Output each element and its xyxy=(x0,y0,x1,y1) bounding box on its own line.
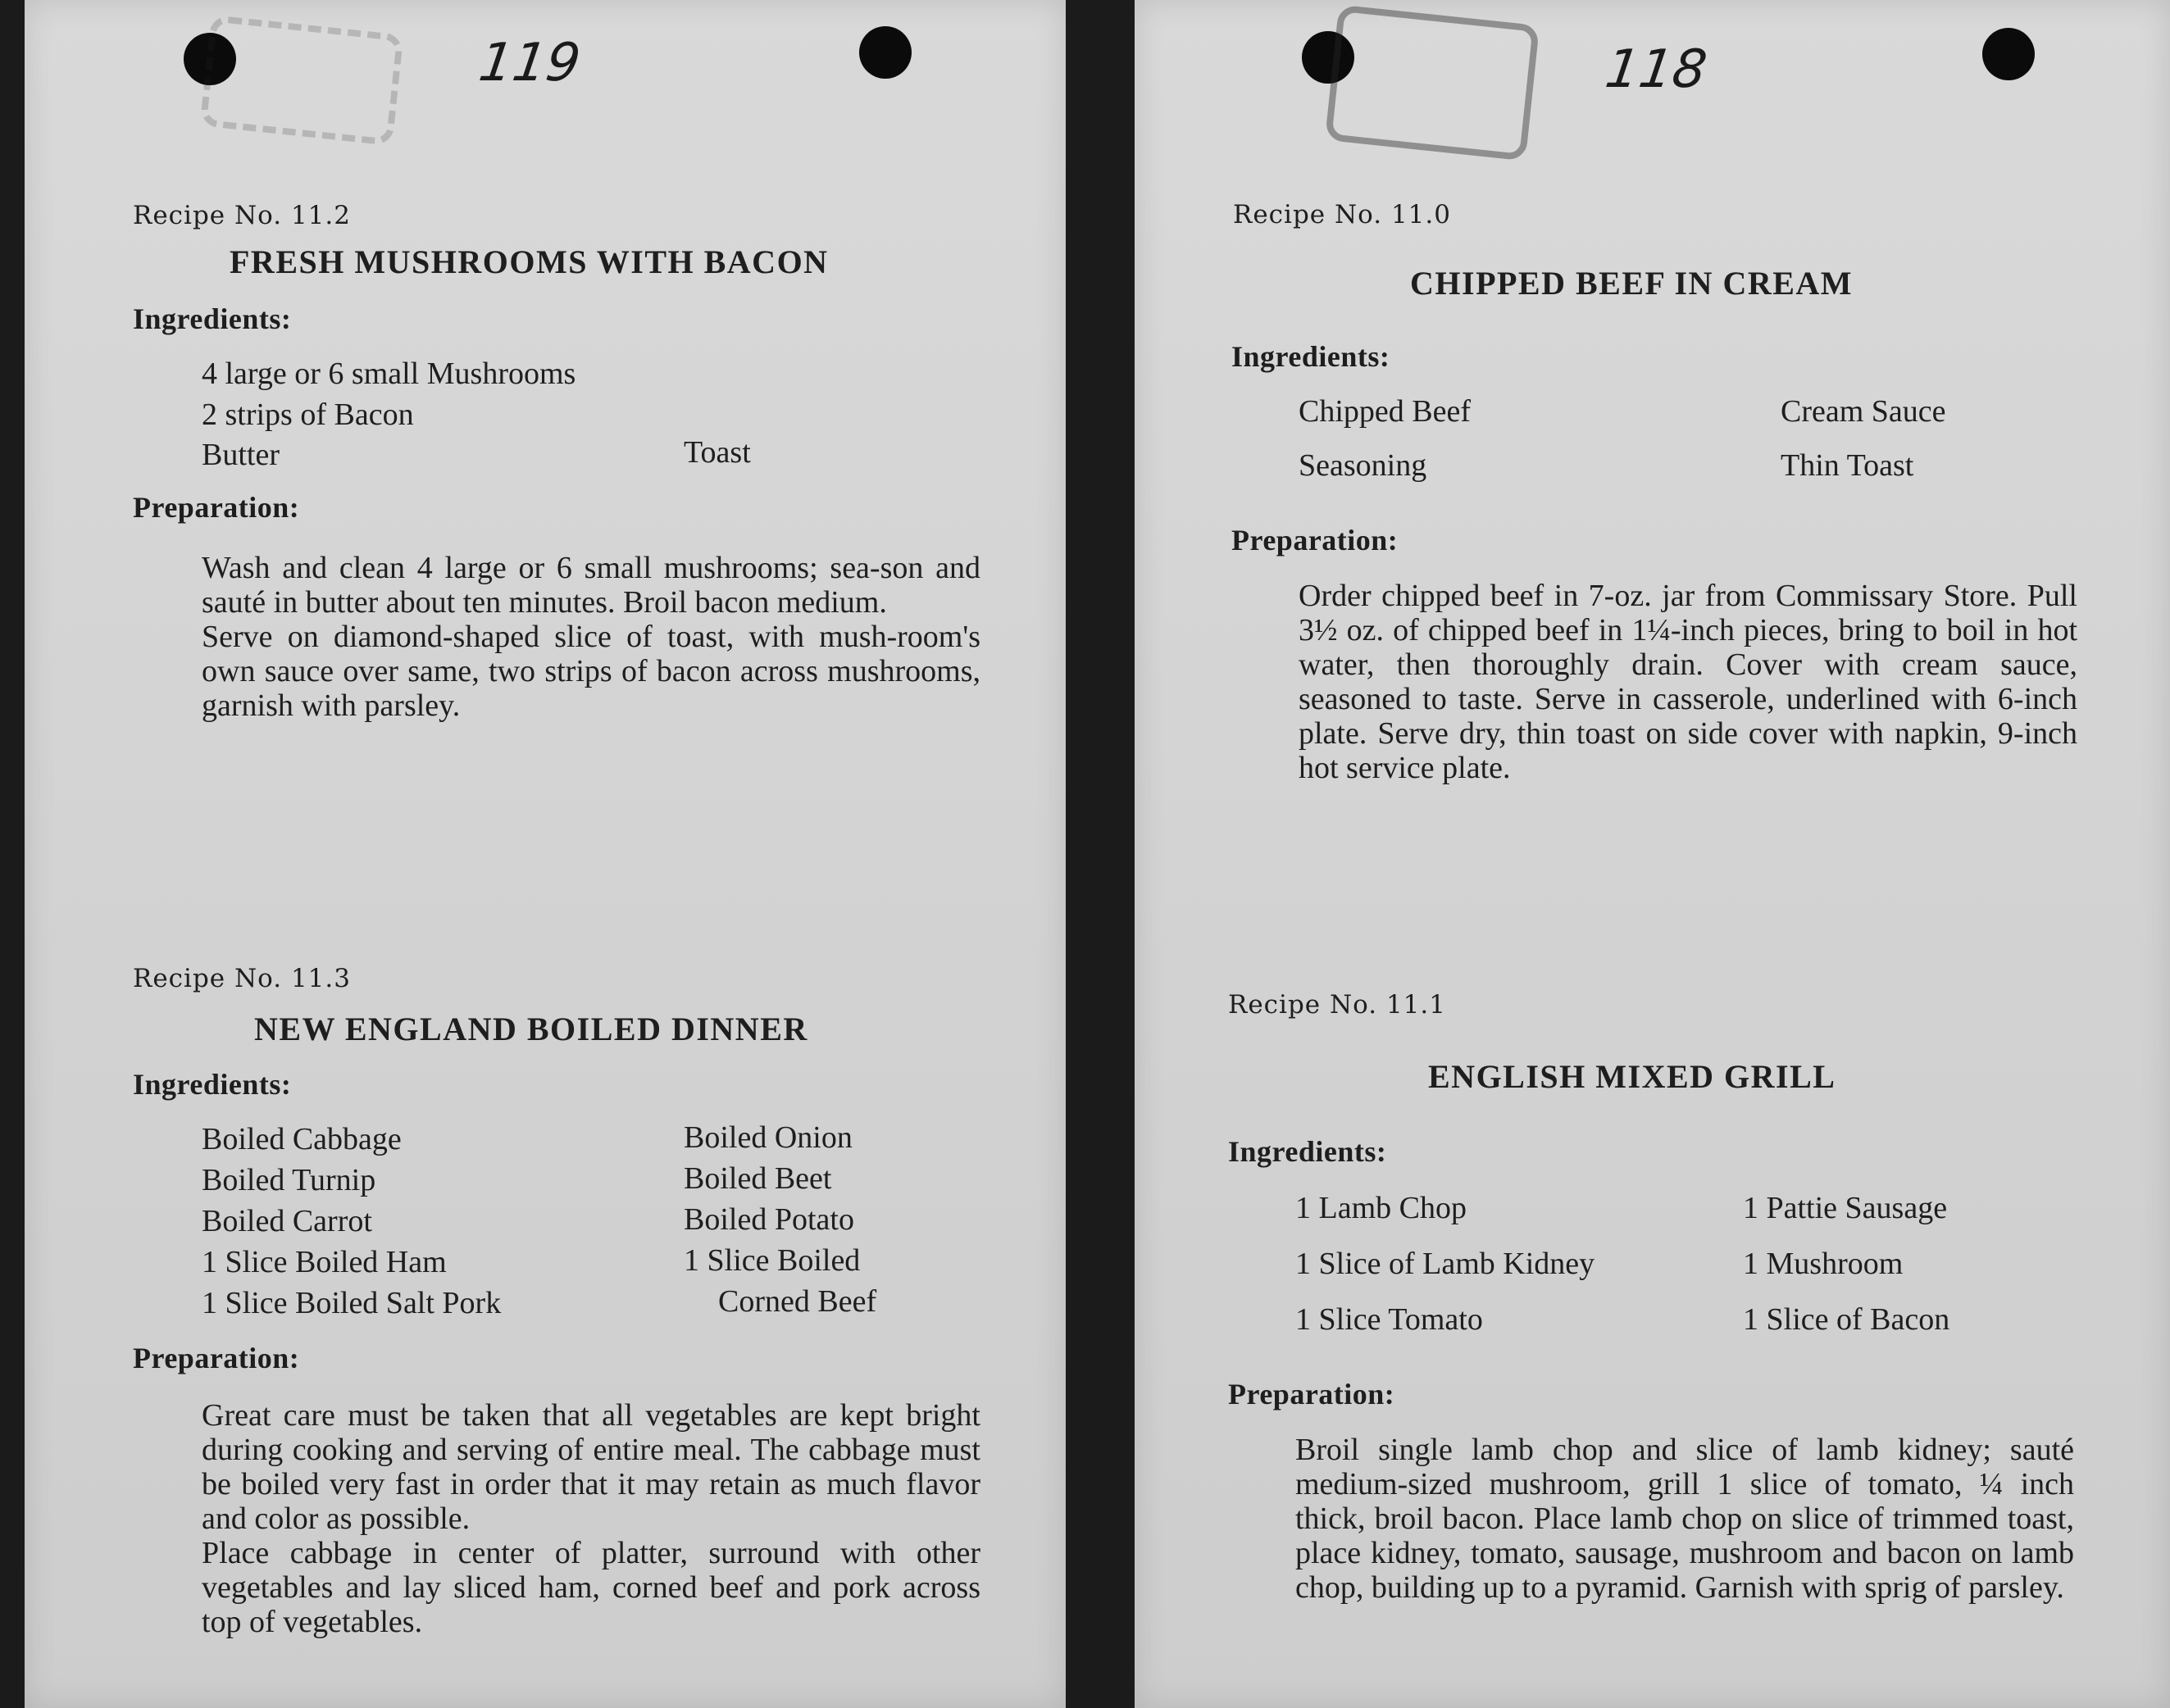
ingredient-item: Boiled Potato xyxy=(684,1202,854,1237)
preparation-heading: Preparation: xyxy=(1231,524,1399,556)
recipe-title: FRESH MUSHROOMS WITH BACON xyxy=(230,243,829,280)
ingredient-item: 2 strips of Bacon xyxy=(202,397,414,432)
recipe-number: Recipe No. 11.1 xyxy=(1228,990,1446,1020)
ingredient-item: 1 Mushroom xyxy=(1743,1247,1904,1281)
recipe-card-right xyxy=(1135,0,2170,1708)
ingredient-item: 1 Slice of Lamb Kidney xyxy=(1295,1247,1595,1281)
ingredient-item: Boiled Carrot xyxy=(202,1204,372,1238)
ingredient-item: 1 Slice Tomato xyxy=(1295,1302,1483,1337)
ingredient-item: Cream Sauce xyxy=(1781,394,1946,429)
recipe-title: NEW ENGLAND BOILED DINNER xyxy=(254,1011,808,1047)
ingredient-item: Butter xyxy=(202,438,280,472)
preparation-heading: Preparation: xyxy=(133,491,300,524)
ingredient-item: Boiled Beet xyxy=(684,1161,832,1196)
preparation-heading: Preparation: xyxy=(133,1342,300,1374)
recipe-number: Recipe No. 11.3 xyxy=(133,964,351,993)
ingredient-item: Corned Beef xyxy=(718,1284,877,1319)
ingredient-item: Chipped Beef xyxy=(1299,394,1472,429)
punch-hole xyxy=(859,26,912,79)
ingredient-item: Seasoning xyxy=(1299,448,1427,483)
ingredient-item: 4 large or 6 small Mushrooms xyxy=(202,357,576,391)
preparation-text xyxy=(1295,1433,2074,1605)
recipe-number: Recipe No. 11.0 xyxy=(1233,200,1451,229)
preparation-text xyxy=(1299,579,2077,785)
preparation-paragraph: Place cabbage in center of platter, surround with other vegetables and lay sliced ham, corned beef and pork across top of vegetables. xyxy=(202,1536,980,1639)
rubber-stamp xyxy=(1325,5,1540,161)
preparation-paragraph: Great care must be taken that all vegetables are kept bright during cooking and serving of entire meal. The cabbage must be boiled very fast in order that it may retain as much flavor and color as possible. xyxy=(202,1398,980,1536)
preparation-paragraph: Wash and clean 4 large or 6 small mushrooms; sea-son and sauté in butter about ten minutes. Broil bacon medium. xyxy=(202,551,980,620)
ingredients-heading: Ingredients: xyxy=(1228,1135,1387,1168)
page-number: 119 xyxy=(475,33,585,93)
ingredient-item: Boiled Turnip xyxy=(202,1163,376,1197)
recipe-card-left xyxy=(25,0,1066,1708)
ingredient-item: 1 Pattie Sausage xyxy=(1743,1191,1948,1225)
ingredients-heading: Ingredients: xyxy=(133,302,292,335)
preparation-paragraph: Serve on diamond-shaped slice of toast, with mush-room's own sauce over same, two strips of bacon across mushrooms, garnish with parsley. xyxy=(202,620,980,723)
ingredient-item: 1 Slice Boiled xyxy=(684,1243,861,1278)
ingredient-item: Toast xyxy=(684,435,751,470)
ingredient-item: Thin Toast xyxy=(1781,448,1914,483)
recipe-title: CHIPPED BEEF IN CREAM xyxy=(1410,265,1854,302)
preparation-heading: Preparation: xyxy=(1228,1378,1395,1410)
punch-hole xyxy=(1982,28,2035,80)
rubber-stamp xyxy=(200,15,404,146)
ingredients-heading: Ingredients: xyxy=(1231,340,1390,373)
ingredients-heading: Ingredients: xyxy=(133,1068,292,1101)
recipe-number: Recipe No. 11.2 xyxy=(133,201,351,230)
page-number: 118 xyxy=(1601,39,1711,100)
ingredient-item: Boiled Cabbage xyxy=(202,1122,402,1156)
ingredient-item: 1 Lamb Chop xyxy=(1295,1191,1467,1225)
ingredient-item: 1 Slice Boiled Ham xyxy=(202,1245,447,1279)
ingredient-item: Boiled Onion xyxy=(684,1120,853,1155)
preparation-text xyxy=(202,551,980,723)
preparation-text xyxy=(202,1398,980,1639)
preparation-paragraph: Order chipped beef in 7-oz. jar from Commissary Store. Pull 3½ oz. of chipped beef in 1¼-inch pieces, bring to boil in hot water, then thoroughly drain. Cover with cream sauce, seasoned to taste. Serve in casserole, underlined with 6-inch plate. Serve dry, thin toast on side cover with napkin, 9-inch hot service plate. xyxy=(1299,579,2077,785)
ingredient-item: 1 Slice Boiled Salt Pork xyxy=(202,1286,502,1320)
preparation-paragraph: Broil single lamb chop and slice of lamb kidney; sauté medium-sized mushroom, grill 1 slice of tomato, ¼ inch thick, broil bacon. Place lamb chop on slice of trimmed toast, place kidney, tomato, sausage, mushroom and bacon on lamb chop, building up to a pyramid. Garnish with sprig of parsley. xyxy=(1295,1433,2074,1605)
ingredient-item: 1 Slice of Bacon xyxy=(1743,1302,1950,1337)
recipe-title: ENGLISH MIXED GRILL xyxy=(1428,1058,1836,1095)
